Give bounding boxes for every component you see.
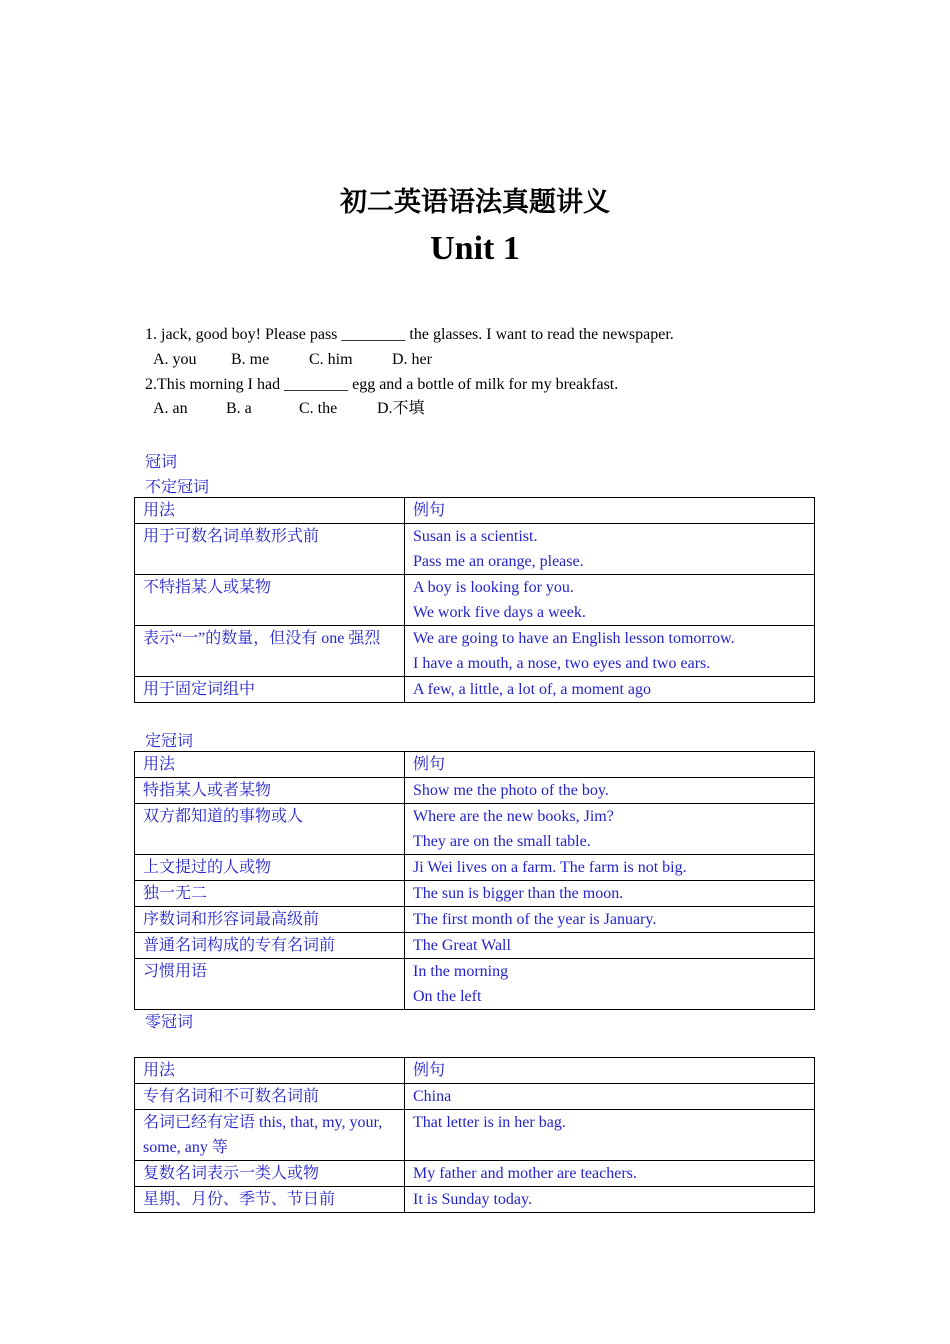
example-sentence: On the left [413,988,482,1005]
usage-cell: 用于固定词组中 [135,677,405,703]
usage-cell: 特指某人或者某物 [135,778,405,804]
example-cell [405,626,815,677]
example-sentence: My father and mother are teachers. [413,1165,637,1182]
table-row [135,677,815,703]
example-sentence: I have a mouth, a nose, two eyes and two ears. [413,655,711,672]
unit-title: Unit 1 [430,230,520,267]
table-row [135,1084,815,1110]
example-sentence: Susan is a scientist. [413,528,538,545]
example-sentence: We are going to have an English lesson tomorrow. [413,630,735,647]
example-sentence: In the morning [413,963,509,980]
option-b: B. a [226,400,252,418]
question-2-options [145,397,825,422]
option-a: A. you [153,350,197,368]
usage-cell: 双方都知道的事物或人 [135,804,405,855]
option-d: D.不填 [377,400,425,418]
table-row [135,959,815,1010]
section-heading-zero: 零冠词 [145,1014,194,1031]
table-row [135,933,815,959]
example-sentence: Ji Wei lives on a farm. The farm is not big. [413,859,687,876]
example-sentence [413,1135,806,1160]
section-heading-article: 冠词 [145,454,178,471]
usage-cell: 上文提过的人或物 [135,855,405,881]
usage-cell: 独一无二 [135,881,405,907]
usage-cell: 复数名词表示一类人或物 [135,1161,405,1187]
example-sentence: The sun is bigger than the moon. [413,885,624,902]
indefinite-article-table [134,497,815,703]
example-sentence: China [413,1088,452,1105]
example-cell [405,1187,815,1213]
header-usage: 用法 [135,1058,405,1084]
section-heading-indefinite: 不定冠词 [145,479,210,496]
example-sentence: Pass me an orange, please. [413,553,584,570]
table-row [135,881,815,907]
usage-cell: 不特指某人或某物 [135,575,405,626]
table-row [135,575,815,626]
example-sentence: A boy is looking for you. [413,579,574,596]
example-sentence: We work five days a week. [413,604,586,621]
example-cell [405,959,815,1010]
example-sentence: The first month of the year is January. [413,911,657,928]
example-sentence: They are on the small table. [413,833,591,850]
definite-article-table [134,751,815,1010]
option-d: D. her [392,350,432,368]
page-title: 初二英语语法真题讲义 [340,187,610,217]
question-1-options [145,348,825,373]
table-row [135,1187,815,1213]
example-sentence: Where are the new books, Jim? [413,808,614,825]
option-c: C. him [309,350,353,368]
table-row [135,855,815,881]
example-cell [405,1161,815,1187]
option-c: C. the [299,400,338,418]
usage-cell: 序数词和形容词最高级前 [135,907,405,933]
definite-header-row [135,752,815,778]
usage-cell: 用于可数名词单数形式前 [135,524,405,575]
example-cell [405,855,815,881]
usage-cell: 表示“一”的数量，但没有 one 强烈 [135,626,405,677]
usage-cell: 专有名词和不可数名词前 [135,1084,405,1110]
option-b: B. me [231,350,270,368]
example-cell [405,804,815,855]
header-usage: 用法 [135,498,405,524]
usage-cell: 习惯用语 [135,959,405,1010]
table-row [135,1110,815,1161]
example-sentence: The Great Wall [413,937,511,954]
example-cell [405,677,815,703]
example-cell [405,933,815,959]
header-usage: 用法 [135,752,405,778]
option-a: A. an [153,400,188,418]
usage-cell: 星期、月份、季节、节日前 [135,1187,405,1213]
header-example: 例句 [405,1058,815,1084]
header-example: 例句 [405,498,815,524]
table-row [135,626,815,677]
header-example: 例句 [405,752,815,778]
example-sentence: It is Sunday today. [413,1191,532,1208]
section-heading-definite: 定冠词 [145,733,194,750]
table-row [135,907,815,933]
table-row [135,804,815,855]
usage-cell: 普通名词构成的专有名词前 [135,933,405,959]
question-2-text: 2.This morning I had ________ egg and a bottle of milk for my breakfast. [145,375,619,393]
example-cell [405,575,815,626]
example-sentence: That letter is in her bag. [413,1114,566,1131]
usage-cell: 名词已经有定语 this, that, my, your, some, any 等 [135,1110,405,1161]
zero-header-row [135,1058,815,1084]
question-1-text: 1. jack, good boy! Please pass ________ the glasses. I want to read the newspaper. [145,326,674,343]
example-sentence: Show me the photo of the boy. [413,782,609,799]
example-cell [405,1110,815,1161]
example-cell [405,907,815,933]
example-cell [405,778,815,804]
table-row [135,778,815,804]
example-sentence: A few, a little, a lot of, a moment ago [413,681,652,698]
example-cell [405,524,815,575]
indefinite-header-row [135,498,815,524]
example-cell [405,1084,815,1110]
table-row [135,524,815,575]
example-cell [405,881,815,907]
zero-article-table [134,1057,815,1213]
table-row [135,1161,815,1187]
question-list [145,323,825,422]
